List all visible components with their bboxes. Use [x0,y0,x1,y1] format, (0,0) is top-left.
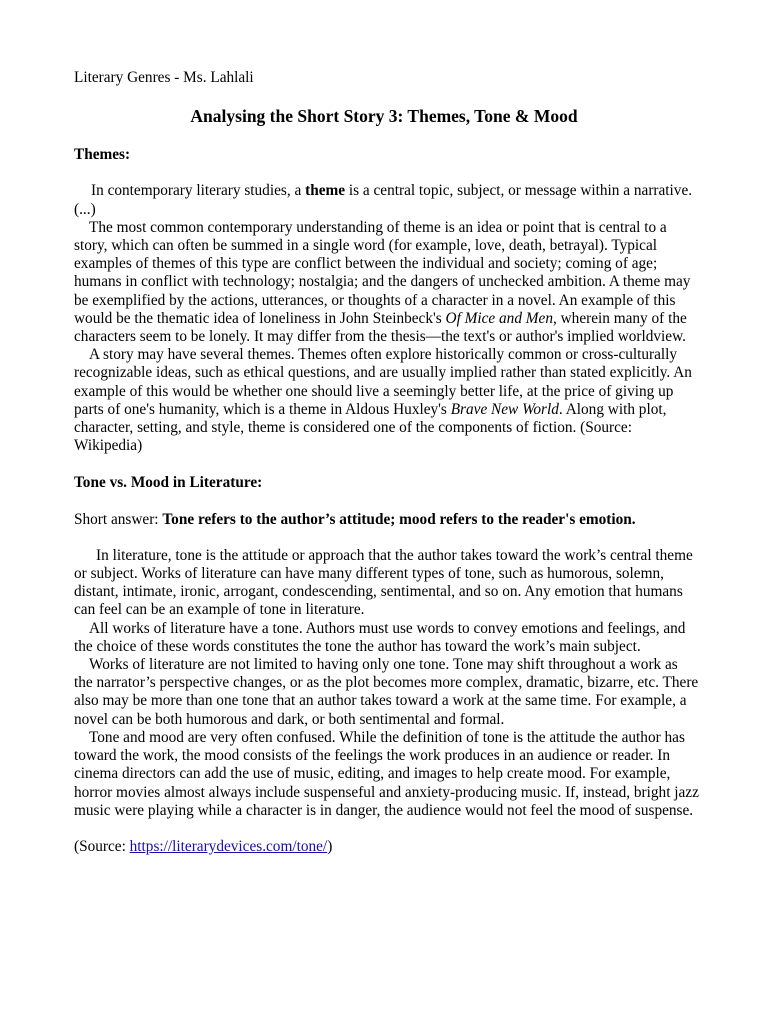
short-answer [74,511,699,529]
source-citation: (Source: https://literarydevices.com/tone/) [74,837,333,855]
themes-paragraph-3: A story may have several themes. Themes often explore historically common or cross-culturally recognizable ideas, such as ethical questions, and are usually implied rather than stated explicitly. An example of this would be whether one should live a seemingly better life, at the price of giving up parts of one's humanity, which is a theme in Aldous Huxley's Brave New World. Along with plot, character, setting, and style, theme is considered one of the components of fiction. (Source: Wikipedia) [74,346,692,455]
short-answer-text: Tone refers to the author’s attitude; mood refers to the reader's emotion. [162,510,636,528]
tone-mood-heading: Tone vs. Mood in Literature: [74,474,263,492]
course-header: Literary Genres - Ms. Lahlali [74,69,254,86]
themes-paragraph-1: In contemporary literary studies, a theme is a central topic, subject, or message within a narrative.(...) [74,182,693,218]
tone-paragraph-2: All works of literature have a tone. Authors must use words to convey emotions and feelings, and the choice of these words constitutes the tone the author has toward the work’s main subject. [74,619,686,655]
theme-term: theme [305,182,346,200]
book-title-of-mice-and-men: Of Mice and Men [445,309,553,327]
themes-paragraph-2: The most common contemporary understanding of theme is an idea or point that is central to a story, which can often be summed in a single word (for example, love, death, betrayal). Typical examples of themes of this type are conflict between the individual and society; coming of age; humans in conflict with technology; nostalgia; and the dangers of unchecked ambition. A theme may be exemplified by the actions, utterances, or thoughts of a character in a novel. An example of this would be the thematic idea of loneliness in John Steinbeck's Of Mice and Men, wherein many of the characters seem to be lonely. It may differ from the thesis—the text's or author's implied worldview. [74,218,691,346]
source-link[interactable]: https://literarydevices.com/tone/ [129,837,328,855]
themes-heading: Themes: [74,146,131,164]
short-answer-label: Short answer: [74,510,163,528]
book-title-brave-new-world: Brave New World [450,400,559,418]
tone-paragraph-1: In literature, tone is the attitude or approach that the author takes toward the work’s central theme or subject. Works of literature can have many different types of tone, such as humorous, solemn, distant, intimate, ironic, arrogant, condescending, sentimental, and so on. Any emotion that humans can feel can be an example of tone in literature. [74,546,693,619]
themes-section [74,182,768,455]
document-title: Analysing the Short Story 3: Themes, Tone & Mood [190,106,578,127]
tone-paragraph-3: Works of literature are not limited to having only one tone. Tone may shift throughout a work as the narrator’s perspective changes, or as the plot becomes more complex, dramatic, bizarre, etc. There also may be more than one tone that an author takes toward a work at the same time. For example, a novel can be both humorous and dark, or both sentimental and formal. [74,656,699,728]
tone-paragraph-4: Tone and mood are very often confused. While the definition of tone is the attitude the author has toward the work, the mood consists of the feelings the work produces in an audience or reader. In cinema directors can add the use of music, editing, and images to help create mood. For example, horror movies almost always include suspenseful and anxiety-producing music. If, instead, bright jazz music were playing while a character is in danger, the audience would not feel the mood of suspense. [74,728,699,819]
tone-section [74,547,768,820]
